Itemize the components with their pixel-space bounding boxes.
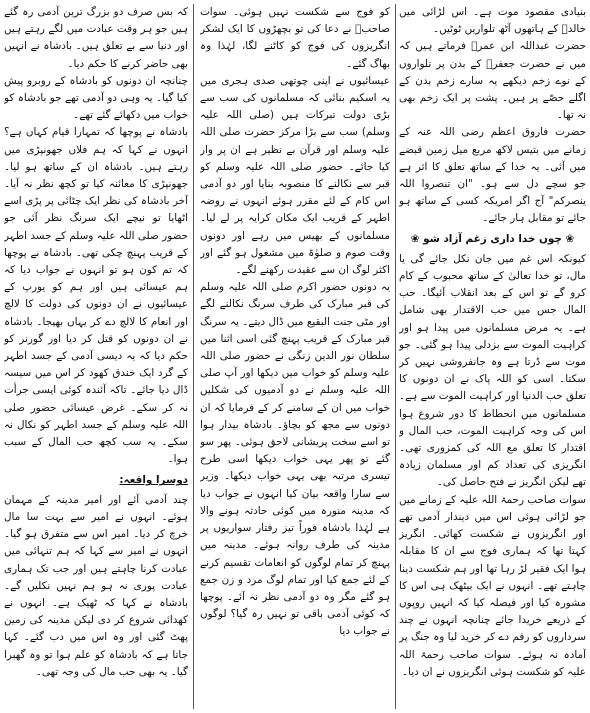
paragraph: کہ بس صرف دو بزرگ ترین آدمی رہ گئے ہیں جو ہر وقت عبادت میں لگے رہتے ہیں اور دنیا سے بے تعلق ہیں۔ بادشاہ نے انہیں بھی حاضر کرنے کا حکم دیا۔ (4, 6, 188, 70)
column-right (399, 4, 586, 709)
paragraph: کو فوج سے شکست نہیں ہوئی۔ سوات صاحبؒ نے دعا کی تو بچھڑوں کا ایک لشکر انگریزوں کی فوج کو کاٹنے لگا، لہٰذا وہ بھاگ گئے۔ (200, 6, 390, 70)
paragraph: کیونکہ اس غم میں جان نکل جائے گی یا مال، تو خدا تعالیٰ کے ساتھ محبوب کے کام کرو گے تو اس کے بعد انقلاب آئیگا۔ حب المال جس میں حب الاقتدار بھی شامل ہے۔ یہ مرض مسلمانوں میں پیدا ہو اور کراہیت الموت سے بزدلی پیدا ہو گئی۔ جو موت سے ڈرتا ہے وہ جانفروشی نہیں کر سکتا۔ اسی کو اللہ پاک نے ان دونوں کا تعلق حب الدنیا اور کراہیت الموت سے ہے۔ مسلمانوں میں انحطاط کا دور شروع ہوا اس کی وجہ کراہیت الموت، حب المال و اقتدار کا تعلق مع اللہ کی کمزوری تھی۔ انگریزی کی تعداد کم اور مسلمان زیادہ تھے لیکن انگریز نے فتح حاصل کی۔ (399, 252, 586, 489)
paragraph: چند آدمی آئے اور امیر مدینہ کے مہمان ہوئے۔ انہوں نے امیر سے بہت سا مال خرچ کر دیا۔ امیر اس سے متفرق ہو گیا۔ انہوں نے امیر سے کہا کہ ہم تنہائی میں عبادت کرنا چاہتے ہیں اور جب تک ہماری عبادت پوری نہ ہو ہم نہیں نکلیں گے۔ بادشاہ نے کہا کہ ٹھیک ہے۔ انہوں نے کھدائی شروع کر دی لیکن مدینہ کی زمین پھٹ گئی اور وہ اس میں دب گئے۔ کہا جاتا ہے کہ بادشاہ کو علم ہوا تو وہ گھبرا گیا۔ یہ بھی حب مال کی وجہ تھی۔ (4, 493, 188, 678)
paragraph: عیسائیوں نے اپنی چوتھی صدی ہجری میں یہ اسکیم بنائی کہ مسلمانوں کی سب سے بڑی دولت تبرکات ہیں (صلی اللہ علیہ وسلم) سب سے بڑا مرکز حضرت صلی اللہ علیہ وسلم اور قرآن بے نظیر ہے ان پر وار کیا جائے۔ حضور صلی اللہ علیہ وسلم کو قبر سے نکالنے کا منصوبہ بنایا اور دو آدمی اس کام کے لئے مقرر ہوئے انہوں نے روضہ اطہر کے قریب ایک مکان کرایہ پر لے لیا۔ مسلمانوں کے بھیس میں رہے اور دونوں وقت صوم و صلوٰۃ میں مشغول ہو گئے اور اکثر لوگ ان سے عقیدت رکھنے لگے۔ (200, 74, 390, 277)
column-left (4, 4, 188, 709)
column-middle (200, 4, 390, 709)
paragraph: یہ دونوں حضور اکرم صلی اللہ علیہ وسلم کی قبر مبارک کی طرف سرنگ نکالنے لگے اور مٹی جنت البقیع میں ڈال دیتے۔ یہ سرنگ قبر مبارک کے قریب پہنچ گئی اسی اثنا میں سلطان نور الدین زنگی نے حضور صلی اللہ علیہ وسلم کو خواب میں دیکھا اور آپ صلی اللہ علیہ وسلم نے دو آدمیوں کی شکلیں خواب میں ان کے سامنے کر کے فرمایا کہ ان دونوں سے مجھ کو بچاؤ۔ بادشاہ بیدار ہوا تو اسے سخت پریشانی لاحق ہوئی۔ پھر سو گئے تو پھر یہی خواب دیکھا اسی طرح تیسری مرتبہ بھی یہی خواب دیکھا۔ وزیر سے سارا واقعہ بیان کیا انہوں نے جواب دیا کہ مدینہ منورہ میں کوئی حادثہ ہونے والا ہے لہٰذا بادشاہ فوراً تیز رفتار سواریوں پر مدینہ کی طرف روانہ ہوئے۔ مدینہ میں پہنچ کر تمام لوگوں کو انعامات تقسیم کرنے کے لئے جمع کیا اور تمام لوگ مرد و زن جمع ہو گئے مگر وہ دو آدمی نظر نہ آئے۔ پوچھا کہ کوئی آدمی باقی تو نہیں رہ گیا؟ لوگوں نے جواب دیا (200, 281, 390, 638)
column-divider (395, 4, 396, 709)
column-divider (193, 4, 194, 709)
paragraph: سوات صاحب رحمۃ اللہ علیہ کے زمانے میں جو لڑائی ہوئی اس میں دیندار آدمی تھے اور انگریزوں نے شکست کھائی۔ انگریز کہتا تھا کہ ہماری فوج سے ان کا مقابلہ ہوا ایک فقیر لڑ رہا تھا اور ہم شکست دینا چاہتے تھے۔ انہوں نے ایک بیٹھک ہی اس کا مشورہ کیا اور فیصلہ کیا کہ انہیں روپوں کے ذریعے خریدا جائے چنانچہ انہوں نے چند سرداروں کو رقم دے کر خرید لیا وہ جنگ پر آمادہ نہ ہوئے۔ سوات صاحب رحمۃ اللہ علیہ کو شکست ہوئی انگریزوں نے ان دیا۔ (399, 493, 586, 678)
section-heading: دوسرا واقعہ: (119, 474, 188, 487)
paragraph: بنیادی مقصود موت ہے۔ اس لڑائی میں خالدؓ کے ہاتھوں آٹھ تلواریں ٹوٹیں۔ (399, 6, 586, 36)
paragraph: بادشاہ نے پوچھا کہ تمہارا قیام کہاں ہے؟ انہوں نے کہا کہ ہم فلاں جھونپڑی میں رہتے ہیں۔ بادشاہ ان کے ساتھ ہو لیا۔ جھونپڑی کا معائنہ کیا تو کچھ نظر نہ آیا۔ آخر بادشاہ کی نظر ایک چٹائی پر پڑی اسے اٹھایا تو نیچے ایک سرنگ نظر آئی جو حضور صلی اللہ علیہ وسلم کے جسد اطہر کے قریب پہنچ چکی تھی۔ بادشاہ نے پوچھا کہ تم کون ہو تو انہوں نے جواب دیا کہ ہم عیسائی ہیں اور ہم کو یورپ کے عیسائیوں نے ان دونوں کی دولت کا لالچ اور انعام کا لالچ دے کر یہاں بھیجا۔ بادشاہ نے ان دونوں کو قتل کر دیا اور گورنر کو حکم دیا کہ یہ دیسی آدمی کے جسد اطہر کے گرد ایک خندق کھود کر اس میں سیسہ ڈال دیا جائے۔ تاکہ آئندہ کوئی ایسی جرأت نہ کر سکے۔ غرض عیسائی حضور صلی اللہ علیہ وسلم کے جسد اطہر کو نکال نہ سکے۔ یہ سب کچھ حب المال کے سبب ہوا۔ (4, 126, 188, 466)
verse-heading: ❀ چوں خدا داری زغم آزاد شو ❀ (410, 232, 575, 245)
paragraph: حضرت فاروق اعظم رضی اللہ عنہ کے زمانے میں بتیس لاکھ مربع میل زمین قبضے میں آئی۔ یہ خدا کے ساتھ تعلق کا اثر ہے جو سچے دل سے ہو۔ "ان تنصروا اللہ ینصرکم" آج اگر امریکہ کسی کے ساتھ ہو جائے تو مقابل ہار جائے۔ (399, 126, 586, 225)
paragraph: چنانچہ ان دونوں کو بادشاہ کے روبرو پیش کیا گیا۔ یہ وہی دو آدمی تھے جو بادشاہ کو خواب میں دکھائے گئے تھے۔ (4, 74, 188, 122)
paragraph: حضرت عبداللہ ابن عمرؓ فرماتے ہیں کہ میں نے حضرت جعفرؓ کے بدن پر تلواروں کے نوے زخم دیکھے یہ سارے زخم بدن کے اگلے حصّے پر ہیں۔ پشت پر ایک زخم بھی نہ تھا۔ (399, 40, 586, 122)
